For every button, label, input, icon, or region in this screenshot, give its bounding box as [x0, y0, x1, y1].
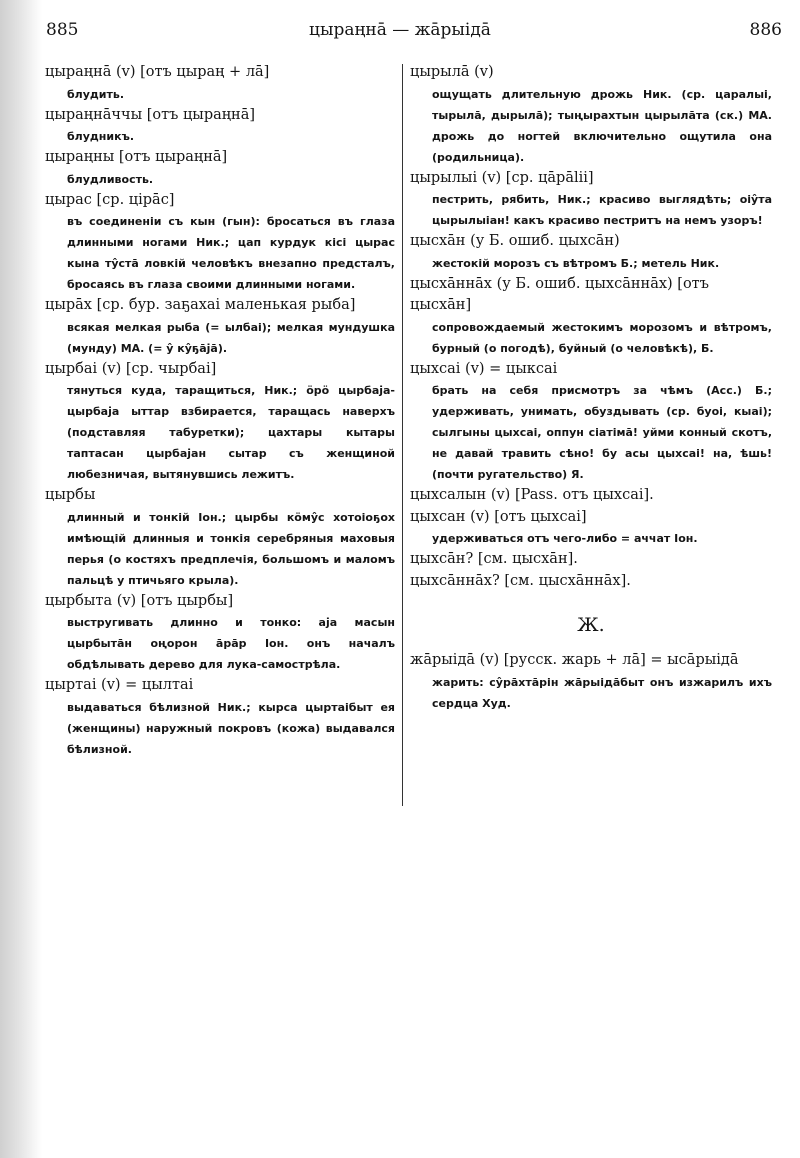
entry-headword: цыхсаi (v) = цыксаi	[410, 360, 558, 377]
entry-headword: цысхāн (у Б. ошиб. цыхсāн)	[410, 233, 620, 249]
dictionary-entry	[410, 231, 772, 274]
entry-definition: выстругивать длинно и тонко: аја масын цырбытāн оңорон āрāр Iон. онъ началъ обдѣлывать дерево для лука-самострѣла.	[67, 616, 395, 671]
column-divider	[402, 64, 403, 806]
dictionary-entry	[410, 549, 772, 571]
entry-headword: цысхāннāх (у Б. ошиб. цыхсāннāх) [отъ цысхāн]	[410, 275, 709, 313]
entry-definition: удерживаться отъ чего-либо = аччат Iон.	[432, 532, 698, 545]
entry-definition: выдаваться бѣлизной Ник.; кырса цыртаiбыт ея (женщины) наружный покровъ (кожа) выдавался бѣлизной.	[67, 700, 395, 756]
entry-definition: блудить.	[67, 87, 125, 101]
section-letter-heading: Ж.	[577, 614, 605, 636]
running-header	[0, 20, 800, 44]
entry-definition: блудливость.	[67, 172, 154, 186]
dictionary-entry	[410, 62, 772, 168]
entry-definition: брать на себя присмотръ за чѣмъ (Acc.) Б.; удерживать, унимать, обуздывать (ср. буоi, кыаi); сылгыны цыхсаi, оппун сiатiмā! уйми конный скотъ, не давай травить сѣно! бу асы цыхсаi! на, ѣшь! (почти ругательство) Я.	[432, 384, 772, 481]
dictionary-entry	[45, 591, 395, 676]
dictionary-entry	[45, 190, 395, 296]
entry-definition: жестокiй морозъ съ вѣтромъ Б.; метель Ник.	[432, 256, 720, 270]
entry-definition: ощущать длительную дрожь Ник. (ср. царалыi, тырылā, дырылā); тыңырахтын цырылāта (ск.) МА. дрожь до ногтей включительно ощутила она (родильница).	[432, 87, 772, 164]
running-title: цыраңнā — жāрыiдā	[309, 20, 491, 40]
dictionary-entry	[410, 650, 772, 714]
entry-headword: цыхсāннāх? [см. цысхāннāх].	[410, 572, 631, 589]
entry-headword: цырылыi (v) [ср. цāрālii]	[410, 169, 594, 186]
entry-headword: жāрыiдā (v) [русск. жарь + лā] = ысāрыiдā	[410, 652, 739, 668]
entry-definition: длинный и тонкiй Iон.; цырбы кӧмŷс хотоiоҕох имѣющiй длинныя и тонкiя серебряныя маховыя перья (о костяхъ предплечiя, большомъ и маломъ пальцѣ у птичьяго крыла).	[67, 510, 395, 587]
entry-headword: цырбы	[45, 487, 96, 503]
dictionary-entry	[410, 359, 772, 486]
entry-headword: цыртаi (v) = цылтаi	[45, 677, 194, 693]
dictionary-entry	[45, 295, 395, 359]
page-number-left: 885	[46, 20, 79, 40]
dictionary-entry	[45, 147, 395, 190]
dictionary-entry	[45, 359, 395, 486]
page-edge-shadow	[0, 0, 42, 1158]
dictionary-entry	[410, 507, 772, 550]
entry-definition: пестрить, рябить, Ник.; красиво выглядѣть; оiŷта цырылыiан! какъ красиво пестритъ на немъ узоръ!	[432, 193, 772, 227]
dictionary-entry	[45, 62, 395, 105]
entry-definition: всякая мелкая рыба (= ылбаi); мелкая мундушка (мунду) МА. (= ŷ кŷҕāјā).	[67, 320, 395, 355]
dictionary-entry	[45, 485, 395, 591]
entry-headword: цырāх [ср. бур. заҕахаi маленькая рыба]	[45, 297, 356, 313]
dictionary-entry	[410, 571, 772, 593]
right-column	[410, 62, 772, 714]
page-number-right: 886	[749, 20, 782, 40]
entry-definition: блудникъ.	[67, 130, 135, 143]
entry-headword: цырбаi (v) [ср. чырбаi]	[45, 360, 217, 377]
entry-headword: цыхсалын (v) [Pass. отъ цыхсаi].	[410, 487, 654, 503]
dictionary-entry	[410, 168, 772, 232]
entry-definition: тянуться куда, таращиться, Ник.; ӧрӧ цырбаја-цырбаја ыттар взбирается, таращась наверхъ (подставляя табуретки); цахтары кытары таптасан цырбајан сытар съ женщиной любезничая, вытянувшись лежитъ.	[67, 384, 395, 481]
left-column	[45, 62, 395, 760]
dictionary-entry	[45, 675, 395, 760]
dictionary-entry	[410, 274, 772, 359]
entry-definition: въ соединенiи съ кын (гын): бросаться въ глаза длинными ногами Ник.; цап курдук кiсi цырас кына тŷстā ловкiй человѣкъ внезапно предсталъ, бросаясь въ глаза своими длинными ногами.	[67, 215, 395, 291]
entry-headword: цыраңнā (v) [отъ цыраң + лā]	[45, 64, 270, 80]
dictionary-entry	[45, 105, 395, 148]
entry-definition: сопровождаемый жестокимъ морозомъ и вѣтромъ, бурный (о погодѣ), буйный (о человѣкѣ), Б.	[432, 320, 772, 355]
entry-headword: цыхсан (v) [отъ цыхсаi]	[410, 508, 587, 525]
entry-headword: цырас [ср. цiрāс]	[45, 191, 175, 208]
entry-headword: цырылā (v)	[410, 64, 494, 80]
entry-headword: цыхсāн? [см. цысхāн].	[410, 551, 578, 567]
entry-definition: жарить: сŷрāхтāрiн жāрыiдāбыт онъ изжарилъ ихъ сердца Худ.	[432, 675, 772, 710]
dictionary-entry	[410, 485, 772, 507]
entry-headword: цырбыта (v) [отъ цырбы]	[45, 592, 234, 609]
entry-headword: цыраңнāччы [отъ цыраңнā]	[45, 106, 256, 123]
entry-headword: цыраңны [отъ цыраңнā]	[45, 149, 228, 165]
